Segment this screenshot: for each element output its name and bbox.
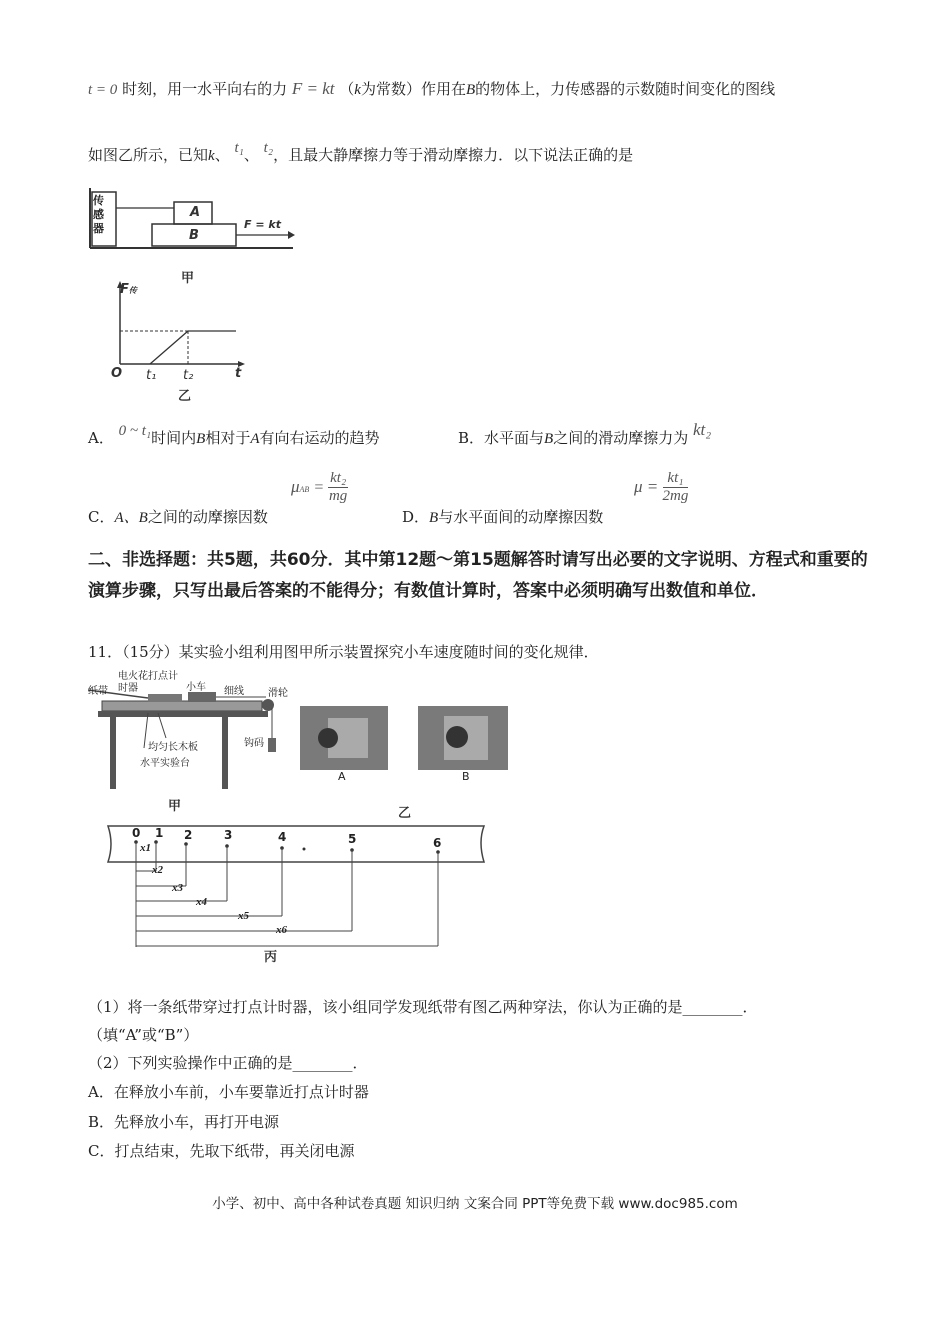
label-table: 水平实验台 xyxy=(140,758,190,769)
photo-a-label: A xyxy=(338,770,346,783)
q11-option-b: B．先释放小车，再打开电源 xyxy=(88,1113,280,1131)
text: 的物体上，力传感器的示数随时间变化的图线 xyxy=(475,80,776,98)
var-ab: A、B xyxy=(114,510,148,526)
option-label: C． xyxy=(88,508,115,526)
text: 时刻，用一水平向右的力 xyxy=(122,80,288,98)
math-interval: 0 ~ t₁ xyxy=(118,423,152,439)
var-b: B xyxy=(196,431,206,447)
option-b xyxy=(458,420,712,448)
math-sub: AB xyxy=(299,485,310,494)
q11-stem: 11．（15分）某实验小组利用图甲所示装置探究小车速度随时间的变化规律． xyxy=(88,643,599,661)
caption-yi: 乙 xyxy=(178,389,192,404)
label-cart: 小车 xyxy=(186,682,206,693)
photo-a xyxy=(300,706,388,770)
text: 时间内 xyxy=(151,429,197,447)
dist-x1: x1 xyxy=(140,842,151,854)
text: 、 xyxy=(214,146,230,164)
y-axis-label xyxy=(120,282,137,297)
label-weight: 钩码 xyxy=(244,738,264,749)
label-tape: 纸带 xyxy=(88,686,108,697)
option-a xyxy=(88,423,380,448)
y-axis-sub: 传 xyxy=(128,286,137,295)
label-pulley: 滑轮 xyxy=(268,688,288,699)
text: ，且最大静摩擦力等于滑动摩擦力．以下说法正确的是 xyxy=(273,146,634,164)
origin-label: O xyxy=(111,366,123,381)
var-t2: t₂ xyxy=(263,140,274,156)
caption-tape-bing: 丙 xyxy=(264,950,278,965)
fraction xyxy=(663,470,689,505)
tape-point-1: 1 xyxy=(155,826,164,840)
label-timer: 电火花打点计时器 xyxy=(118,671,178,694)
intro-line-2 xyxy=(88,140,634,165)
q11-option-a: A．在释放小车前，小车要靠近打点计时器 xyxy=(88,1083,369,1101)
footer-text: 小学、初中、高中各种试卷真题 知识归纳 文案合同 PPT等免费下载 www.doc985.com xyxy=(212,1196,738,1212)
block-a-label: A xyxy=(190,205,201,220)
text: 与水平面间的动摩擦因数 xyxy=(438,508,604,526)
denominator: 2mg xyxy=(662,488,689,504)
text: 有向右运动的趋势 xyxy=(259,429,380,447)
tick-t1: t₁ xyxy=(146,368,157,383)
dist-x5: x5 xyxy=(238,910,249,922)
label-string: 细线 xyxy=(224,686,244,697)
intro-line-1 xyxy=(88,78,775,99)
var-k: k xyxy=(208,148,215,164)
force-label: F = kt xyxy=(244,218,281,231)
tape-point-3: 3 xyxy=(224,828,233,842)
fraction xyxy=(328,470,348,505)
tape-point-5: 5 xyxy=(348,832,357,846)
var-b: B xyxy=(544,431,554,447)
math-eq: = xyxy=(309,479,329,496)
var-t1: t₁ xyxy=(234,140,244,156)
q11-option-c: C．打点结束，先取下纸带，再关闭电源 xyxy=(88,1142,355,1160)
math-kt2: kt₂ xyxy=(693,420,712,439)
math-mu: μ = xyxy=(634,477,663,496)
caption-apparatus-jia: 甲 xyxy=(168,799,182,814)
tape-point-0: 0 xyxy=(132,826,141,840)
dist-x2: x2 xyxy=(152,864,163,876)
numerator: kt₂ xyxy=(330,470,347,486)
text: 如图乙所示，已知 xyxy=(88,146,209,164)
tape-point-6: 6 xyxy=(433,836,442,850)
option-d xyxy=(402,506,603,527)
formula-d xyxy=(634,470,688,505)
text: 之间的滑动摩擦力为 xyxy=(553,429,689,447)
var-b: B xyxy=(429,510,439,526)
q11-part2: （2）下列实验操作中正确的是________． xyxy=(88,1054,368,1072)
option-c xyxy=(88,506,268,527)
var-k: k xyxy=(354,82,361,98)
var-a: A xyxy=(250,431,260,447)
var-b: B xyxy=(465,82,476,98)
tape-dot xyxy=(303,848,306,851)
math-force: F = kt xyxy=(291,79,335,98)
block-b-label: B xyxy=(189,228,199,243)
sensor-label: 传感器 xyxy=(93,194,104,235)
text: 为常数）作用在 xyxy=(360,80,466,98)
tape-point-2: 2 xyxy=(184,828,193,842)
math-mu: μ xyxy=(291,477,300,496)
text: 、 xyxy=(243,146,259,164)
numerator: kt₁ xyxy=(663,470,689,488)
caption-jia: 甲 xyxy=(181,271,195,286)
option-label: B．水平面与 xyxy=(458,429,545,447)
q11-part1-hint: （填“A”或“B”） xyxy=(88,1026,199,1044)
label-board: 均匀长木板 xyxy=(148,742,198,753)
section-heading: 二、非选择题：共5题，共60分．其中第12题～第15题解答时请写出必要的文字说明、方程式和重要的演算步骤，只写出最后答案的不能得分；有数值计算时，答案中必须明确写出数值和单位． xyxy=(88,550,868,601)
y-axis-var: F xyxy=(120,282,129,297)
text: 之间的动摩擦因数 xyxy=(147,508,268,526)
option-label: D． xyxy=(402,508,430,526)
text: 相对于 xyxy=(205,429,251,447)
denominator: mg xyxy=(328,488,348,504)
dist-x4: x4 xyxy=(196,896,207,908)
caption-photos-yi: 乙 xyxy=(398,806,412,821)
tape-point-4: 4 xyxy=(278,830,287,844)
option-label: A． xyxy=(88,429,114,447)
q11-part1: （1）将一条纸带穿过打点计时器，该小组同学发现纸带有图乙两种穿法，你认为正确的是________． xyxy=(88,998,758,1016)
tick-t2: t₂ xyxy=(183,368,194,383)
dist-x3: x3 xyxy=(172,882,183,894)
formula-c xyxy=(291,470,348,505)
photo-b-label: B xyxy=(462,770,470,783)
photo-b xyxy=(418,706,508,770)
text: （ xyxy=(339,80,355,98)
x-axis-label: t xyxy=(235,366,242,381)
math-t0: t = 0 xyxy=(88,82,118,98)
dist-x6: x6 xyxy=(276,924,287,936)
